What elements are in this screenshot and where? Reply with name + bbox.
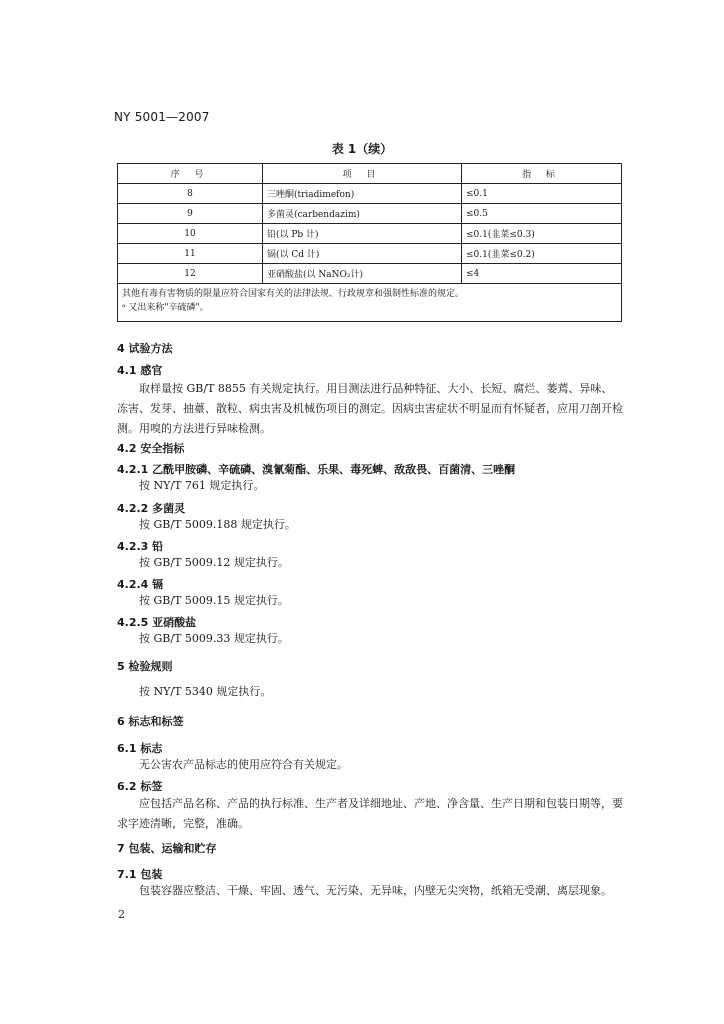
- section-4-2-1-heading: 4.2.1 乙酰甲胺磷、辛硫磷、溴氰菊酯、乐果、毒死蜱、敌敌畏、百菌清、三唑酮: [117, 463, 516, 476]
- section-4-heading: 4 试验方法: [117, 342, 173, 355]
- section-4-2-3-text: 按 GB/T 5009.12 规定执行。: [139, 556, 289, 569]
- section-6-1-heading: 6.1 标志: [117, 742, 163, 755]
- table-note-line-1: 其他有毒有害物质的限量应符合国家有关的法律法规、行政规章和强制性标准的规定。: [122, 289, 465, 299]
- section-4-2-5-text: 按 GB/T 5009.33 规定执行。: [139, 632, 289, 645]
- table-row: [118, 264, 622, 284]
- section-4-2-heading: 4.2 安全指标: [117, 442, 185, 455]
- table-note-row: [118, 284, 622, 322]
- section-4-2-3-heading: 4.2.3 铅: [117, 540, 164, 553]
- section-5-text: 按 NY/T 5340 规定执行。: [139, 685, 272, 698]
- row-limit: ≤0.1(韭菜≤0.3): [462, 224, 622, 244]
- row-item: 铅(以 Pb 计): [263, 224, 462, 244]
- table-row: [118, 184, 622, 204]
- row-limit: ≤0.5: [462, 204, 622, 224]
- section-7-heading: 7 包装、运输和贮存: [117, 842, 217, 855]
- row-no: 9: [118, 204, 263, 224]
- table-row: [118, 224, 622, 244]
- section-4-2-2-text: 按 GB/T 5009.188 规定执行。: [139, 518, 296, 531]
- section-4-2-4-text: 按 GB/T 5009.15 规定执行。: [139, 594, 289, 607]
- section-4-2-5-heading: 4.2.5 亚硝酸盐: [117, 616, 197, 629]
- row-item: 镉(以 Cd 计): [263, 244, 462, 264]
- row-no: 11: [118, 244, 263, 264]
- table-header-row: [118, 164, 622, 184]
- section-7-1-text: 包装容器应整洁、干燥、牢固、透气、无污染、无异味，内壁无尖突物，纸箱无受潮、离层现象。: [139, 884, 612, 897]
- table-note-line-2: ᵃ 又出来称"辛硫磷"。: [122, 303, 209, 313]
- section-6-2-text: 应包括产品名称、产品的执行标准、生产者及详细地址、产地、净含量、生产日期和包装日期等，要求字迹清晰，完整，准确。: [117, 797, 623, 830]
- standard-code: NY 5001—2007: [114, 110, 210, 124]
- row-limit: ≤0.1: [462, 184, 622, 204]
- table-note: [118, 284, 622, 322]
- header-limit: 指 标: [462, 164, 622, 184]
- header-no: 序 号: [118, 164, 263, 184]
- row-item: 三唑酮(triadimefon): [263, 184, 462, 204]
- row-limit: ≤0.1(韭菜≤0.2): [462, 244, 622, 264]
- section-4-2-2-heading: 4.2.2 多菌灵: [117, 502, 186, 515]
- row-limit: ≤4: [462, 264, 622, 284]
- spec-table: [117, 163, 622, 322]
- section-6-2-heading: 6.2 标签: [117, 780, 163, 793]
- section-4-2-4-heading: 4.2.4 镉: [117, 578, 164, 591]
- page-number: 2: [118, 908, 125, 921]
- section-4-1-text: 取样量按 GB/T 8855 有关规定执行。用目测法进行品种特征、大小、长短、腐烂、萎蔫、异味、冻害、发芽、抽薹、散粒、病虫害及机械伤项目的测定。因病虫害症状不明显而有怀疑者，应用刀剖开检测。用嗅的方法进行异味检测。: [117, 382, 623, 435]
- row-no: 10: [118, 224, 263, 244]
- section-6-1-text: 无公害农产品标志的使用应符合有关规定。: [139, 758, 348, 771]
- section-4-1-heading: 4.1 感官: [117, 364, 163, 377]
- row-item: 亚硝酸盐(以 NaNO₂计): [263, 264, 462, 284]
- header-item: 项 目: [263, 164, 462, 184]
- table-row: [118, 244, 622, 264]
- section-4-2-1-text: 按 NY/T 761 规定执行。: [139, 479, 265, 492]
- row-no: 8: [118, 184, 263, 204]
- section-7-1-heading: 7.1 包装: [117, 868, 163, 881]
- table-row: [118, 204, 622, 224]
- section-6-heading: 6 标志和标签: [117, 715, 184, 728]
- section-5-heading: 5 检验规则: [117, 660, 173, 673]
- row-no: 12: [118, 264, 263, 284]
- table-title: 表 1（续）: [331, 142, 393, 156]
- row-item: 多菌灵(carbendazim): [263, 204, 462, 224]
